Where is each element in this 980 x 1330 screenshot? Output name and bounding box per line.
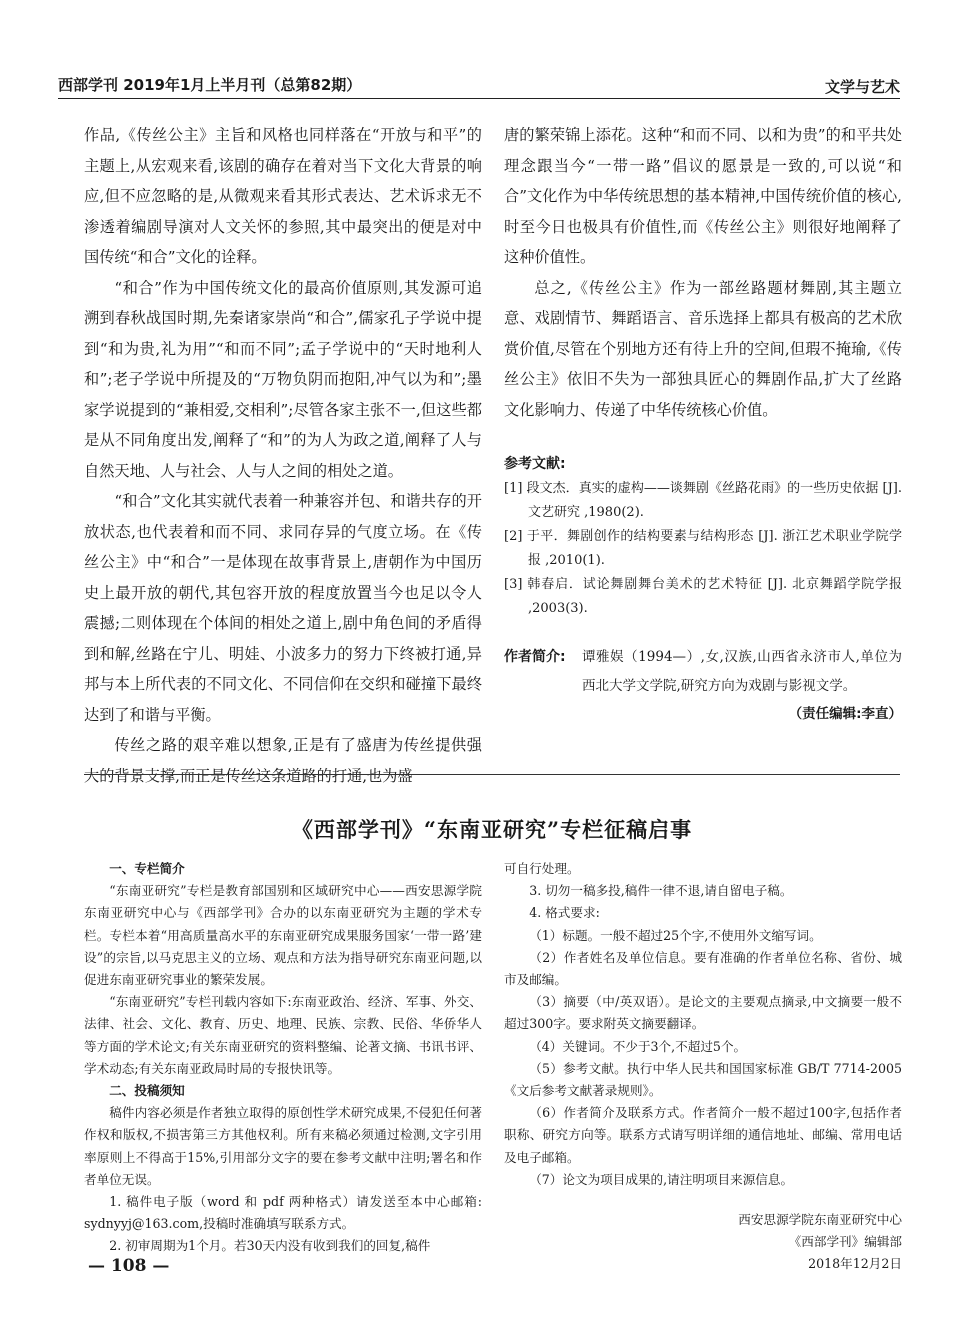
paragraph: （4）关键词。不少于3个,不超过5个。 — [529, 1038, 747, 1054]
paragraph: 3. 切勿一稿多投,稿件一律不退,请自留电子稿。 — [529, 883, 793, 899]
paragraph: “东南亚研究”专栏是教育部国别和区域研究中心——西安思源学院东南亚研究中心与《西部学刊》合办的以东南亚研究为主题的学术专栏。专栏本着“用高质量高水平的东南亚研究成果服务国家‘一带一路’建设”的宗旨,以马克思主义的立场、观点和方法为指导研究东南亚问题,以促进东南亚研究事业的繁荣发展。 — [84, 883, 482, 988]
paragraph: 唐的繁荣锦上添花。这种“和而不同、以和为贵”的和平共处理念跟当今“一带一路”倡议的愿景是一致的,可以说“和合”文化作为中华传统思想的基本精神,中国传统价值的核心,时至今日也极具有价值性,而《传丝公主》则很好地阐释了这种价值性。 — [504, 126, 902, 266]
paragraph: 1. 稿件电子版（word 和 pdf 两种格式）请发送至本中心邮箱: sydnyyj@163.com,投稿时准确填写联系方式。 — [84, 1194, 482, 1232]
author-bio — [504, 643, 902, 701]
paragraph: 传丝之路的艰辛难以想象,正是有了盛唐为传丝提供强大的背景支撑,而正是传丝这条道路的打通,也为盛 — [84, 736, 482, 785]
paragraph: “和合”文化其实就代表着一种兼容并包、和谐共存的开放状态,也代表着和而不同、求同存异的气度立场。在《传丝公主》中“和合”一是体现在故事背景上,唐朝作为中国历史上最开放的朝代,其包容开放的程度放置当今也足以令人震撼;二则体现在个体间的相处之道上,剧中角色间的矛盾得到和解,丝路在宁儿、明娃、小波多力的努力下终被打通,异邦与本上所代表的不同文化、不同信仰在交织和碰撞下最终达到了和谐与平衡。 — [84, 492, 482, 724]
signature-block — [504, 1209, 902, 1275]
paragraph: 总之,《传丝公主》作为一部丝路题材舞剧,其主题立意、戏剧情节、舞蹈语言、音乐选择上都具有极高的艺术欣赏价值,尽管在个别地方还有待上升的空间,但瑕不掩瑜,《传丝公主》依旧不失为一部独具匠心的舞剧作品,扩大了丝路文化影响力、传递了中华传统核心价值。 — [504, 278, 902, 419]
paragraph: 作品,《传丝公主》主旨和风格也同样落在“开放与和平”的主题上,从宏观来看,该剧的确存在着对当下文化大背景的响应,但不应忽略的是,从微观来看其形式表达、艺术诉求无不渗透着编剧导演对人文关怀的参照,其中最突出的便是对中国传统“和合”文化的诠释。 — [84, 126, 482, 266]
header-rule — [58, 98, 900, 99]
reference-item: [2] 于平．舞剧创作的结构要素与结构形态 [J]. 浙江艺术职业学院学报 ,2010(1). — [504, 529, 902, 568]
paragraph: （7）论文为项目成果的,请注明项目来源信息。 — [529, 1171, 794, 1187]
paragraph: “东南亚研究”专栏刊载内容如下:东南亚政治、经济、军事、外交、法律、社会、文化、教育、历史、地理、民族、宗教、民俗、华侨华人等方面的学术论文;有关东南亚研究的资料整编、论著文摘、书讯书评、学术动态;有关东南亚政局时局的专报快讯等。 — [84, 994, 482, 1076]
paragraph: 2. 初审周期为1个月。若30天内没有收到我们的回复,稿件 — [109, 1238, 431, 1254]
call-for-papers-title: 《西部学刊》“东南亚研究”专栏征稿启事 — [291, 817, 693, 842]
signature-line: 西安思源学院东南亚研究中心 — [738, 1212, 902, 1228]
references-list — [504, 477, 902, 621]
section-divider — [84, 774, 900, 775]
call-left-column — [84, 858, 482, 1258]
article-right-body — [504, 120, 902, 425]
paragraph: （6）作者简介及联系方式。作者简介一般不超过100字,包括作者职称、研究方向等。联系方式请写明详细的通信地址、邮编、常用电话及电子邮箱。 — [504, 1105, 902, 1165]
paragraph: 可自行处理。 — [504, 861, 580, 876]
paragraph: （5）参考文献。执行中华人民共和国国家标准 GB/T 7714-2005《文后参考文献著录规则》。 — [504, 1060, 902, 1099]
paragraph: 稿件内容必须是作者独立取得的原创性学术研究成果,不侵犯任何著作权和版权,不损害第三方其他权利。所有来稿必须通过检测,文字引用率原则上不得高于15%,引用部分文字的要在参考文献中注明;署名和作者单位无误。 — [84, 1105, 482, 1187]
section-title: 文学与艺术 — [824, 78, 900, 96]
reference-item: [1] 段文杰．真实的虚构——谈舞剧《丝路花雨》的一些历史依据 [J]. 文艺研究 ,1980(2). — [504, 481, 902, 520]
responsible-editor: （责任编辑:李直） — [788, 706, 902, 722]
article-right-column — [504, 120, 902, 727]
paragraph: 二、投稿须知 — [109, 1083, 185, 1099]
references-title: 参考文献: — [504, 456, 566, 472]
paragraph: “和合”作为中国传统文化的最高价值原则,其发源可追溯到春秋战国时期,先秦诸家崇尚“和合”,儒家孔子学说中提到“和为贵,礼为用”“和而不同”;孟子学说中的“天时地利人和”;老子学说中所提及的“万物负阴而抱阳,冲气以为和”;墨家学说提到的“兼相爱,交相利”;尽管各家主张不一,但这些都是从不同角度出发,阐释了“和”的为人为政之道,阐释了人与自然天地、人与社会、人与人之间的相处之道。 — [84, 278, 482, 480]
paragraph: （3）摘要（中/英双语）。是论文的主要观点摘录,中文摘要一般不超过300字。要求附英文摘要翻译。 — [504, 994, 902, 1032]
paragraph: 4. 格式要求: — [529, 905, 600, 921]
paragraph: （1）标题。一般不超过25个字,不使用外文缩写词。 — [529, 927, 822, 943]
reference-item: [3] 韩春启．试论舞剧舞台美术的艺术特征 [J]. 北京舞蹈学院学报 ,2003(3). — [504, 577, 902, 616]
journal-title: 西部学刊 2019年1月上半月刊（总第82期） — [58, 76, 362, 94]
paragraph: 一、专栏简介 — [109, 861, 185, 876]
page-number: — 108 — — [88, 1256, 170, 1276]
signature-line: 2018年12月2日 — [808, 1256, 902, 1272]
signature-line: 《西部学刊》编辑部 — [788, 1234, 902, 1250]
call-right-body — [504, 858, 902, 1191]
paragraph: （2）作者姓名及单位信息。要有准确的作者单位名称、省份、城市及邮编。 — [504, 949, 902, 988]
page-header — [58, 68, 900, 104]
author-bio-label: 作者简介: — [504, 649, 566, 665]
author-bio-text: 谭雅娱（1994—）,女,汉族,山西省永济市人,单位为西北大学文学院,研究方向为戏剧与影视文学。 — [582, 649, 902, 694]
article-left-column — [84, 120, 482, 791]
call-right-column — [504, 858, 902, 1275]
